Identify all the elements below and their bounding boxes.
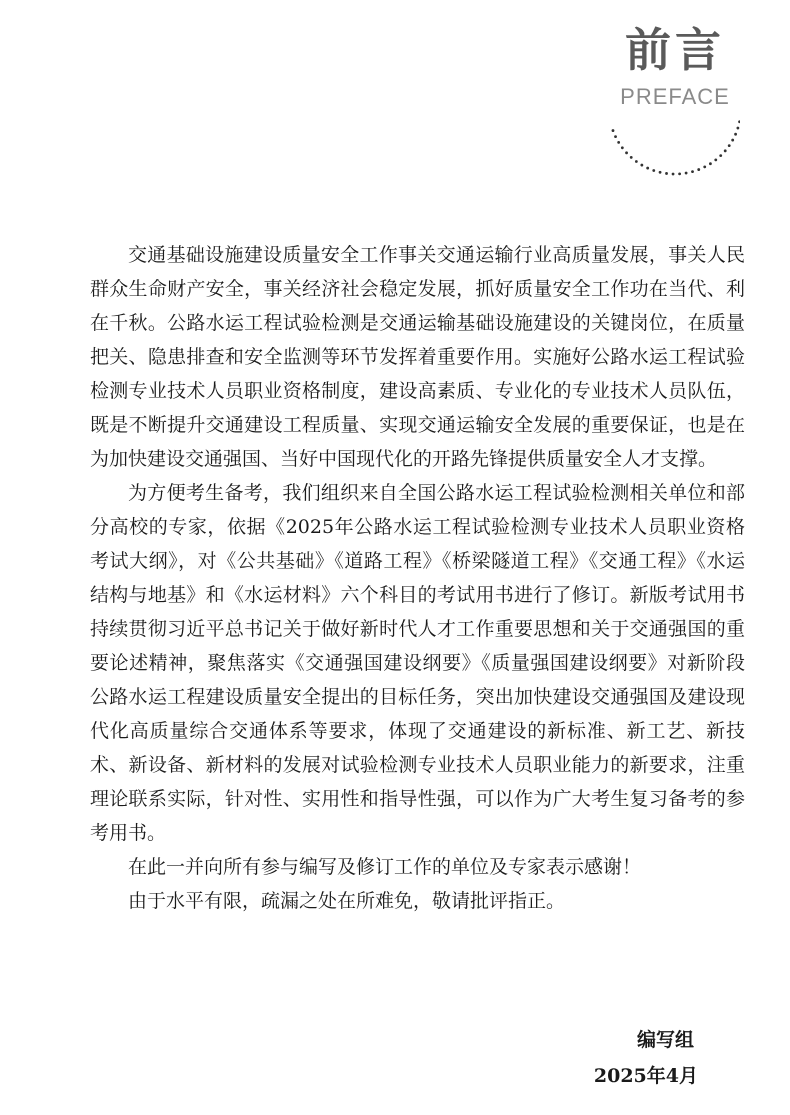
arc-dot bbox=[685, 172, 688, 175]
arc-dot bbox=[731, 139, 734, 142]
author-group: 编写组 bbox=[636, 1029, 694, 1051]
arc-dot bbox=[640, 164, 643, 167]
page-header bbox=[610, 20, 740, 180]
arc-dot bbox=[625, 151, 628, 154]
arc-dot bbox=[635, 160, 638, 163]
arc-dot bbox=[724, 149, 727, 152]
preface-body bbox=[90, 238, 745, 918]
arc-dot bbox=[659, 171, 662, 174]
arc-dot bbox=[612, 129, 615, 132]
arc-dot bbox=[617, 141, 620, 144]
page-subtitle: PREFACE bbox=[620, 84, 730, 109]
signature-date: 2025年4月 bbox=[593, 1065, 698, 1087]
arc-dot bbox=[734, 133, 737, 136]
arc-dot bbox=[614, 135, 617, 138]
paragraph-2: 为方便考生备考，我们组织来自全国公路水运工程试验检测相关单位和部分高校的专家，依据《2025年公路水运工程试验检测专业技术人员职业资格考试大纲》，对《公共基础》《道路工程》《桥梁隧道工程》《交通工程》《水运结构与地基》和《水运材料》六个科目的考试用书进行了修订。新版考试用书持续贯彻习近平总书记关于做好新时代人才工作重要思想和关于交通强国的重要论述精神，聚焦落实《交通强国建设纲要》《质量强国建设纲要》对新阶段公路水运工程建设质量安全提出的目标任务，突出加快建设交通强国及建设现代化高质量综合交通体系等要求，体现了交通建设的新标准、新工艺、新技术、新设备、新材料的发展对试验检测专业技术人员职业能力的新要求，注重理论联系实际，针对性、实用性和指导性强，可以作为广大考生复习备考的参考用书。 bbox=[90, 482, 745, 844]
signature-block bbox=[594, 1023, 698, 1093]
arc-dot bbox=[714, 159, 717, 162]
paragraph-1: 交通基础设施建设质量安全工作事关交通运输行业高质量发展，事关人民群众生命财产安全，事关经济社会稳定发展，抓好质量安全工作功在当代、利在千秋。公路水运工程试验检测是交通运输基础设施建设的关键岗位，在质量把关、隐患排查和安全监测等环节发挥着重要作用。实施好公路水运工程试验检测专业技术人员职业资格制度，建设高素质、专业化的专业技术人员队伍，既是不断提升交通建设工程质量、实现交通运输安全发展的重要保证，也是在为加快建设交通强国、当好中国现代化的开路先锋提供质量安全人才支撑。 bbox=[90, 244, 745, 470]
arc-dot bbox=[728, 144, 731, 147]
arc-dot bbox=[736, 127, 739, 130]
arc-dot bbox=[621, 146, 624, 149]
page-title: 前言 bbox=[625, 23, 725, 77]
arc-dot bbox=[719, 154, 722, 157]
arc-dot bbox=[630, 156, 633, 159]
arc-dot bbox=[665, 172, 668, 175]
arc-dot bbox=[678, 172, 681, 175]
arc-dot bbox=[672, 173, 675, 176]
arc-dot bbox=[652, 169, 655, 172]
arc-dot bbox=[697, 168, 700, 171]
arc-dot bbox=[738, 120, 740, 123]
paragraph-3: 在此一并向所有参与编写及修订工作的单位及专家表示感谢！ bbox=[128, 856, 642, 878]
arc-dot bbox=[709, 162, 712, 165]
arc-dot bbox=[691, 170, 694, 173]
paragraph-4: 由于水平有限，疏漏之处在所难免，敬请批评指正。 bbox=[128, 890, 566, 912]
arc-dot bbox=[646, 167, 649, 170]
dotted-arc-decoration bbox=[610, 108, 740, 188]
arc-dot bbox=[703, 166, 706, 169]
